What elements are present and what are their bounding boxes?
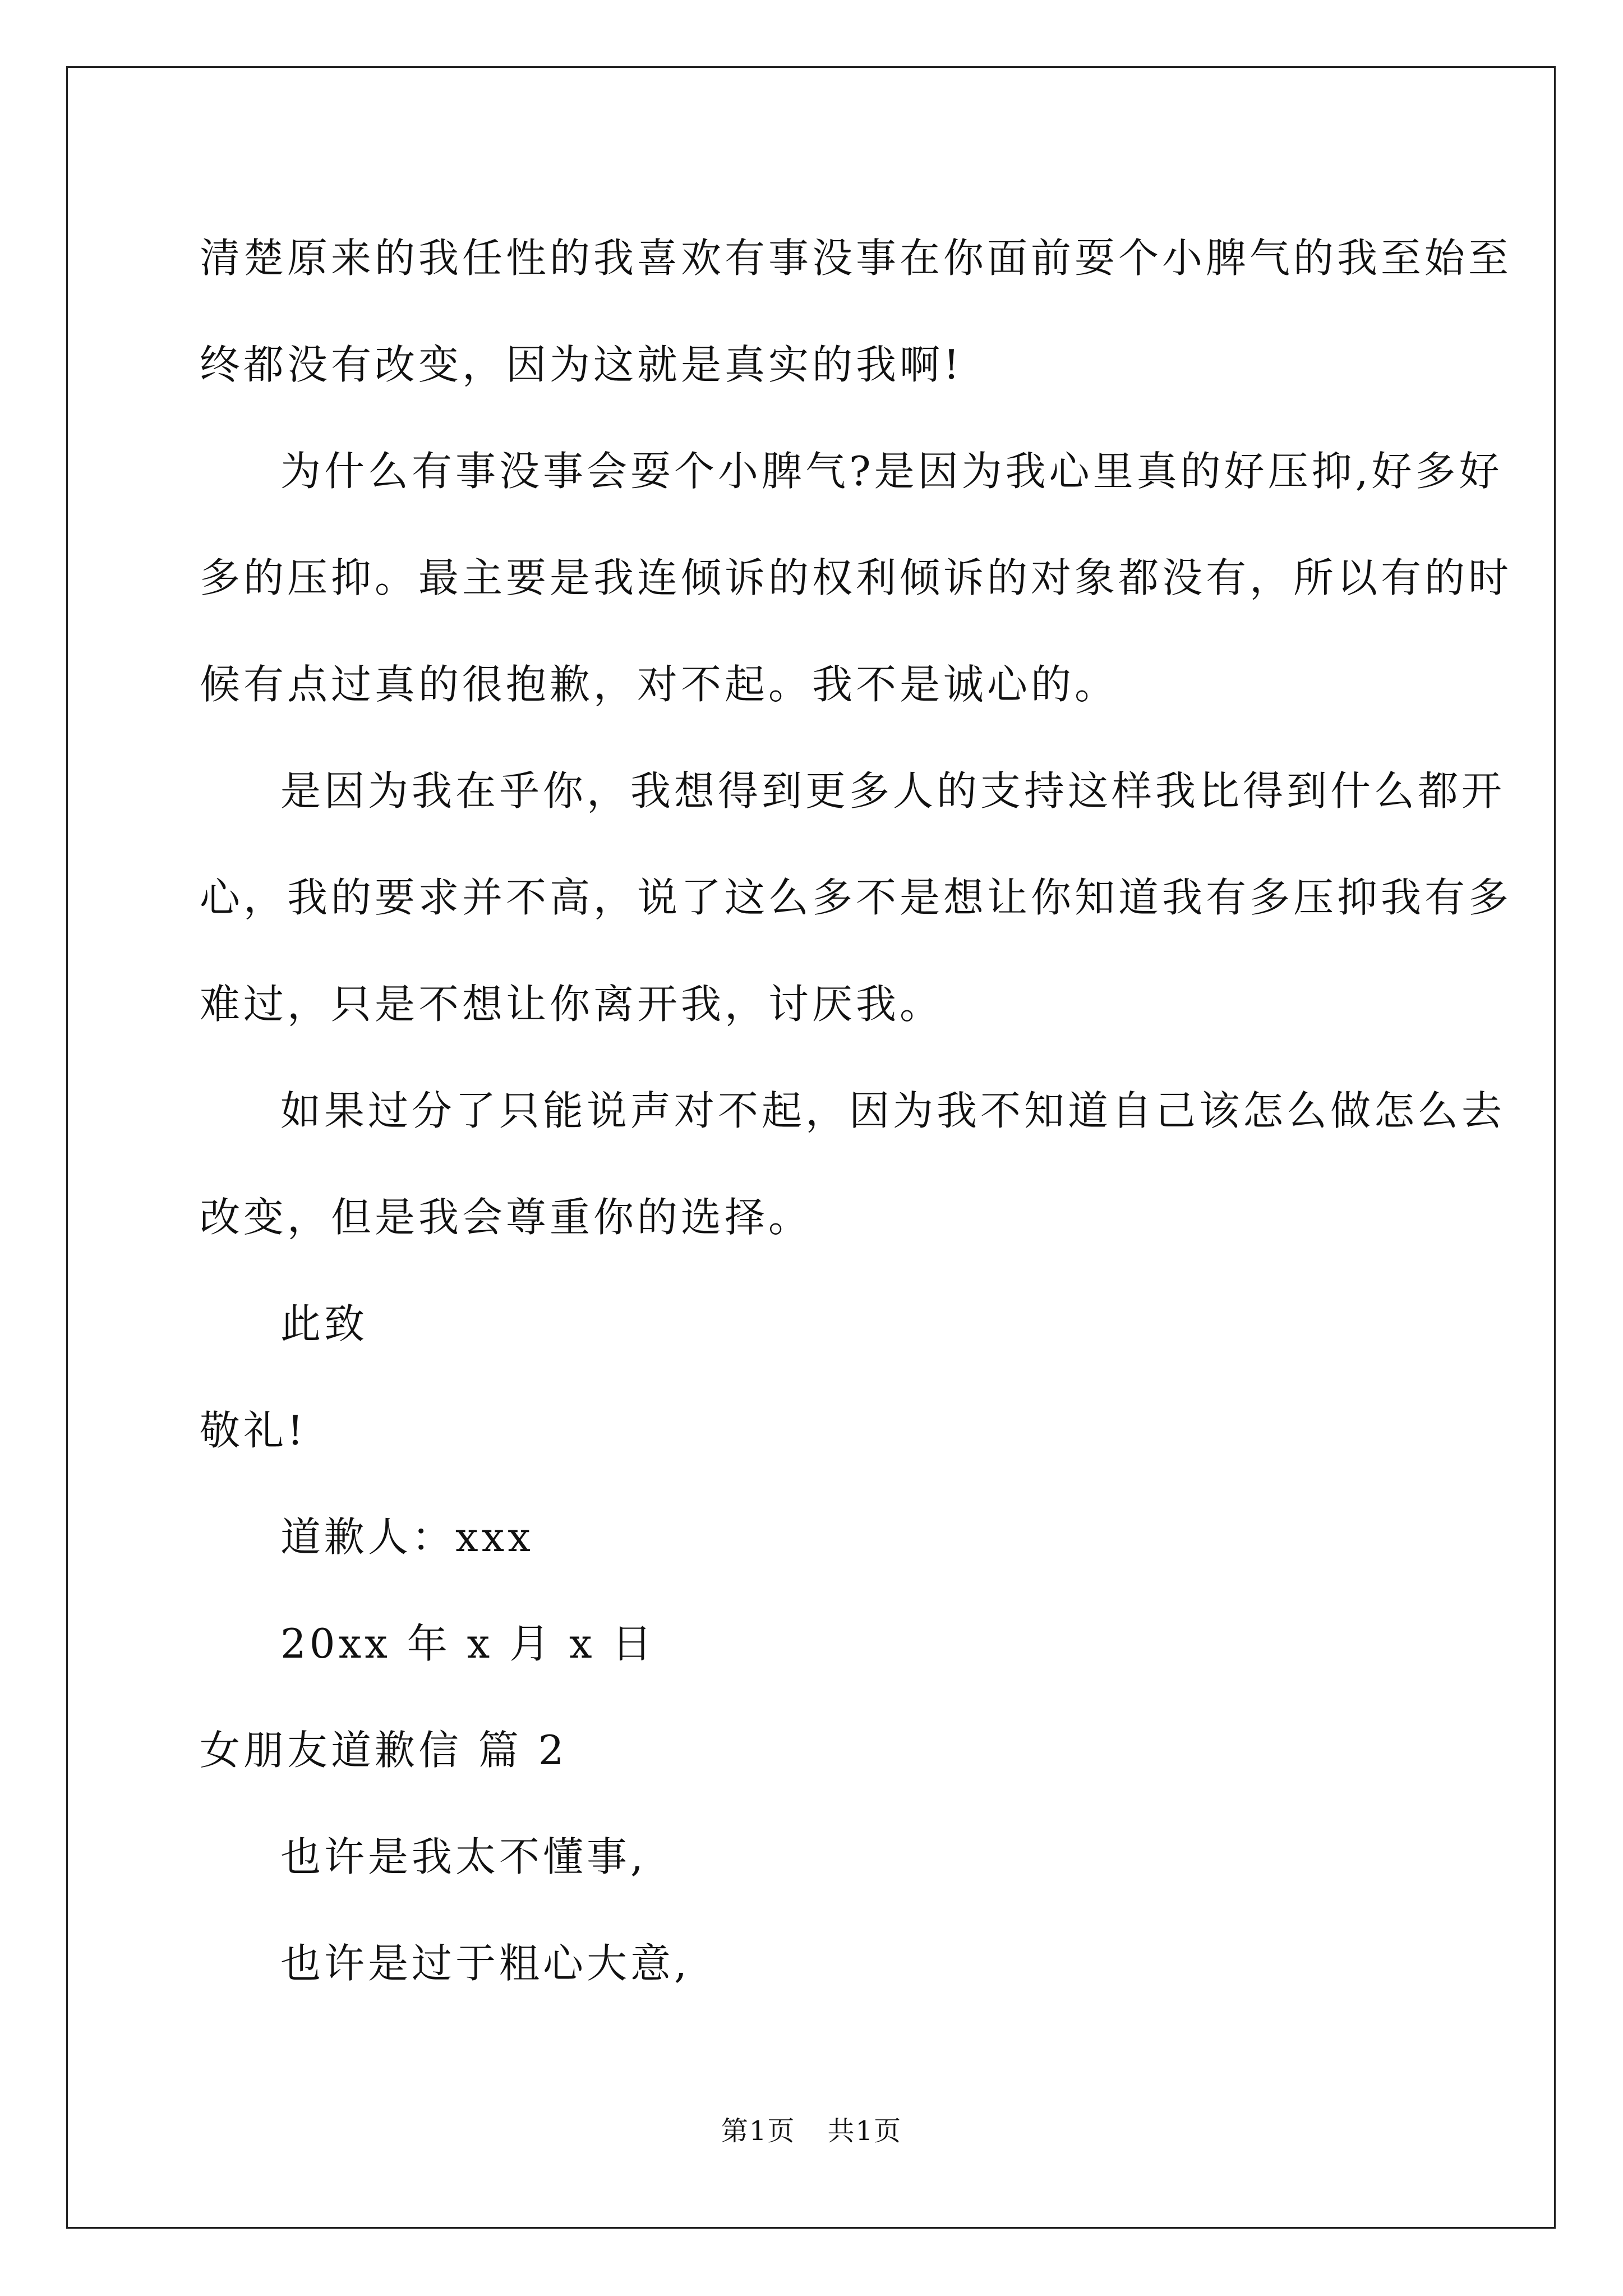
page-number: 第1页 (721, 2115, 796, 2147)
text-line: 为什么有事没事会耍个小脾气?是因为我心里真的好压抑,好多好 (280, 448, 1503, 495)
text-line: 多的压抑。最主要是我连倾诉的权利倾诉的对象都没有，所以有的时 (200, 554, 1513, 601)
text-line: 如果过分了只能说声对不起，因为我不知道自己该怎么做怎么去 (280, 1087, 1506, 1134)
page-footer (0, 2109, 1623, 2148)
closing-line: 此致 (280, 1300, 368, 1347)
text-line: 候有点过真的很抱歉，对不起。我不是诚心的。 (200, 661, 1119, 708)
text-line: 也许是我太不懂事, (280, 1833, 647, 1880)
text-line: 心，我的要求并不高，说了这么多不是想让你知道我有多压抑我有多 (200, 874, 1513, 921)
signature-line: 道歉人：xxx (280, 1513, 534, 1561)
section-heading: 女朋友道歉信 篇 2 (200, 1727, 568, 1774)
date-line: 20xx 年 x 月 x 日 (280, 1620, 656, 1667)
text-line: 难过，只是不想让你离开我，讨厌我。 (200, 981, 944, 1028)
text-line: 清楚原来的我任性的我喜欢有事没事在你面前耍个小脾气的我至始至 (200, 234, 1513, 282)
text-line: 终都没有改变，因为这就是真实的我啊! (200, 341, 963, 388)
text-line: 是因为我在乎你，我想得到更多人的支持这样我比得到什么都开 (280, 767, 1506, 815)
salutation-line: 敬礼! (200, 1407, 307, 1454)
text-line: 也许是过于粗心大意, (280, 1940, 690, 1987)
text-line: 改变，但是我会尊重你的选择。 (200, 1194, 813, 1241)
page-total: 共1页 (827, 2115, 902, 2147)
